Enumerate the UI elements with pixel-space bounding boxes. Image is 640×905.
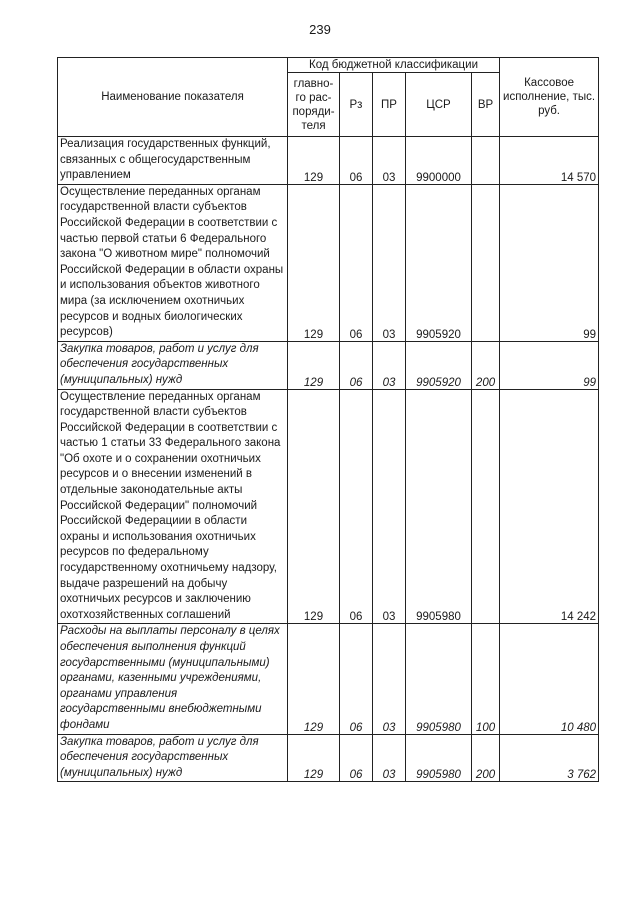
row-name: Расходы на выплаты персоналу в целях обеспечения выполнения функций государственными (муниципальными) органами, казенными учреждениями, органами управления государственными внебюджетными фондами bbox=[58, 624, 288, 734]
header-glav: главно-го рас-поряди-теля bbox=[288, 73, 340, 137]
row-csr: 9905980 bbox=[406, 734, 472, 782]
budget-table bbox=[57, 57, 599, 782]
row-csr: 9905920 bbox=[406, 184, 472, 341]
row-vr bbox=[472, 137, 500, 185]
row-amount: 10 480 bbox=[500, 624, 599, 734]
row-vr: 200 bbox=[472, 341, 500, 389]
table-row bbox=[58, 341, 599, 389]
row-csr: 9905980 bbox=[406, 389, 472, 624]
row-name: Закупка товаров, работ и услуг для обеспечения государственных (муниципальных) нужд bbox=[58, 341, 288, 389]
header-amount: Кассовое исполнение, тыс. руб. bbox=[500, 58, 599, 137]
row-csr: 9905920 bbox=[406, 341, 472, 389]
row-pr: 03 bbox=[373, 137, 406, 185]
row-glav: 129 bbox=[288, 624, 340, 734]
row-pr: 03 bbox=[373, 341, 406, 389]
row-glav: 129 bbox=[288, 184, 340, 341]
row-vr: 200 bbox=[472, 734, 500, 782]
header-vr: ВР bbox=[472, 73, 500, 137]
row-csr: 9900000 bbox=[406, 137, 472, 185]
header-pr: ПР bbox=[373, 73, 406, 137]
row-amount: 14 570 bbox=[500, 137, 599, 185]
table-row bbox=[58, 624, 599, 734]
row-glav: 129 bbox=[288, 389, 340, 624]
row-amount: 99 bbox=[500, 184, 599, 341]
row-amount: 99 bbox=[500, 341, 599, 389]
row-vr bbox=[472, 389, 500, 624]
row-rz: 06 bbox=[340, 389, 373, 624]
header-name: Наименование показателя bbox=[58, 58, 288, 137]
row-amount: 14 242 bbox=[500, 389, 599, 624]
header-code-group: Код бюджетной классификации bbox=[288, 58, 500, 73]
table-row bbox=[58, 389, 599, 624]
table-row bbox=[58, 137, 599, 185]
row-amount: 3 762 bbox=[500, 734, 599, 782]
row-name: Реализация государственных функций, связанных с общегосударственным управлением bbox=[58, 137, 288, 185]
row-vr: 100 bbox=[472, 624, 500, 734]
row-rz: 06 bbox=[340, 624, 373, 734]
page-number: 239 bbox=[309, 22, 331, 37]
header-rz: Рз bbox=[340, 73, 373, 137]
row-pr: 03 bbox=[373, 734, 406, 782]
row-pr: 03 bbox=[373, 184, 406, 341]
row-vr bbox=[472, 184, 500, 341]
row-name: Осуществление переданных органам государственной власти субъектов Российской Федерации в соответствии с частью 1 статьи 33 Федерального закона "Об охоте и о сохранении охотничьих ресурсов и о внесении изменений в отдельные законодательные акты Российской Федерации" полномочий Российской Федерациии в области охраны и использования охотничьих ресурсов по федеральному государственному охотничьему надзору, выдаче разрешений на добычу охотничьих ресурсов и заключению охотхозяйственных соглашений bbox=[58, 389, 288, 624]
row-csr: 9905980 bbox=[406, 624, 472, 734]
row-rz: 06 bbox=[340, 137, 373, 185]
row-pr: 03 bbox=[373, 624, 406, 734]
row-glav: 129 bbox=[288, 137, 340, 185]
row-rz: 06 bbox=[340, 341, 373, 389]
row-rz: 06 bbox=[340, 734, 373, 782]
row-name: Осуществление переданных органам государственной власти субъектов Российской Федерации в соответствии с частью первой статьи 6 Федерального закона "О животном мире" полномочий Российской Федерации в области охраны и использования объектов животного мира (за исключением охотничьих ресурсов и водных биологических ресурсов) bbox=[58, 184, 288, 341]
row-rz: 06 bbox=[340, 184, 373, 341]
header-csr: ЦСР bbox=[406, 73, 472, 137]
table-row bbox=[58, 734, 599, 782]
row-name: Закупка товаров, работ и услуг для обеспечения государственных (муниципальных) нужд bbox=[58, 734, 288, 782]
row-glav: 129 bbox=[288, 734, 340, 782]
row-glav: 129 bbox=[288, 341, 340, 389]
table-row bbox=[58, 184, 599, 341]
row-pr: 03 bbox=[373, 389, 406, 624]
